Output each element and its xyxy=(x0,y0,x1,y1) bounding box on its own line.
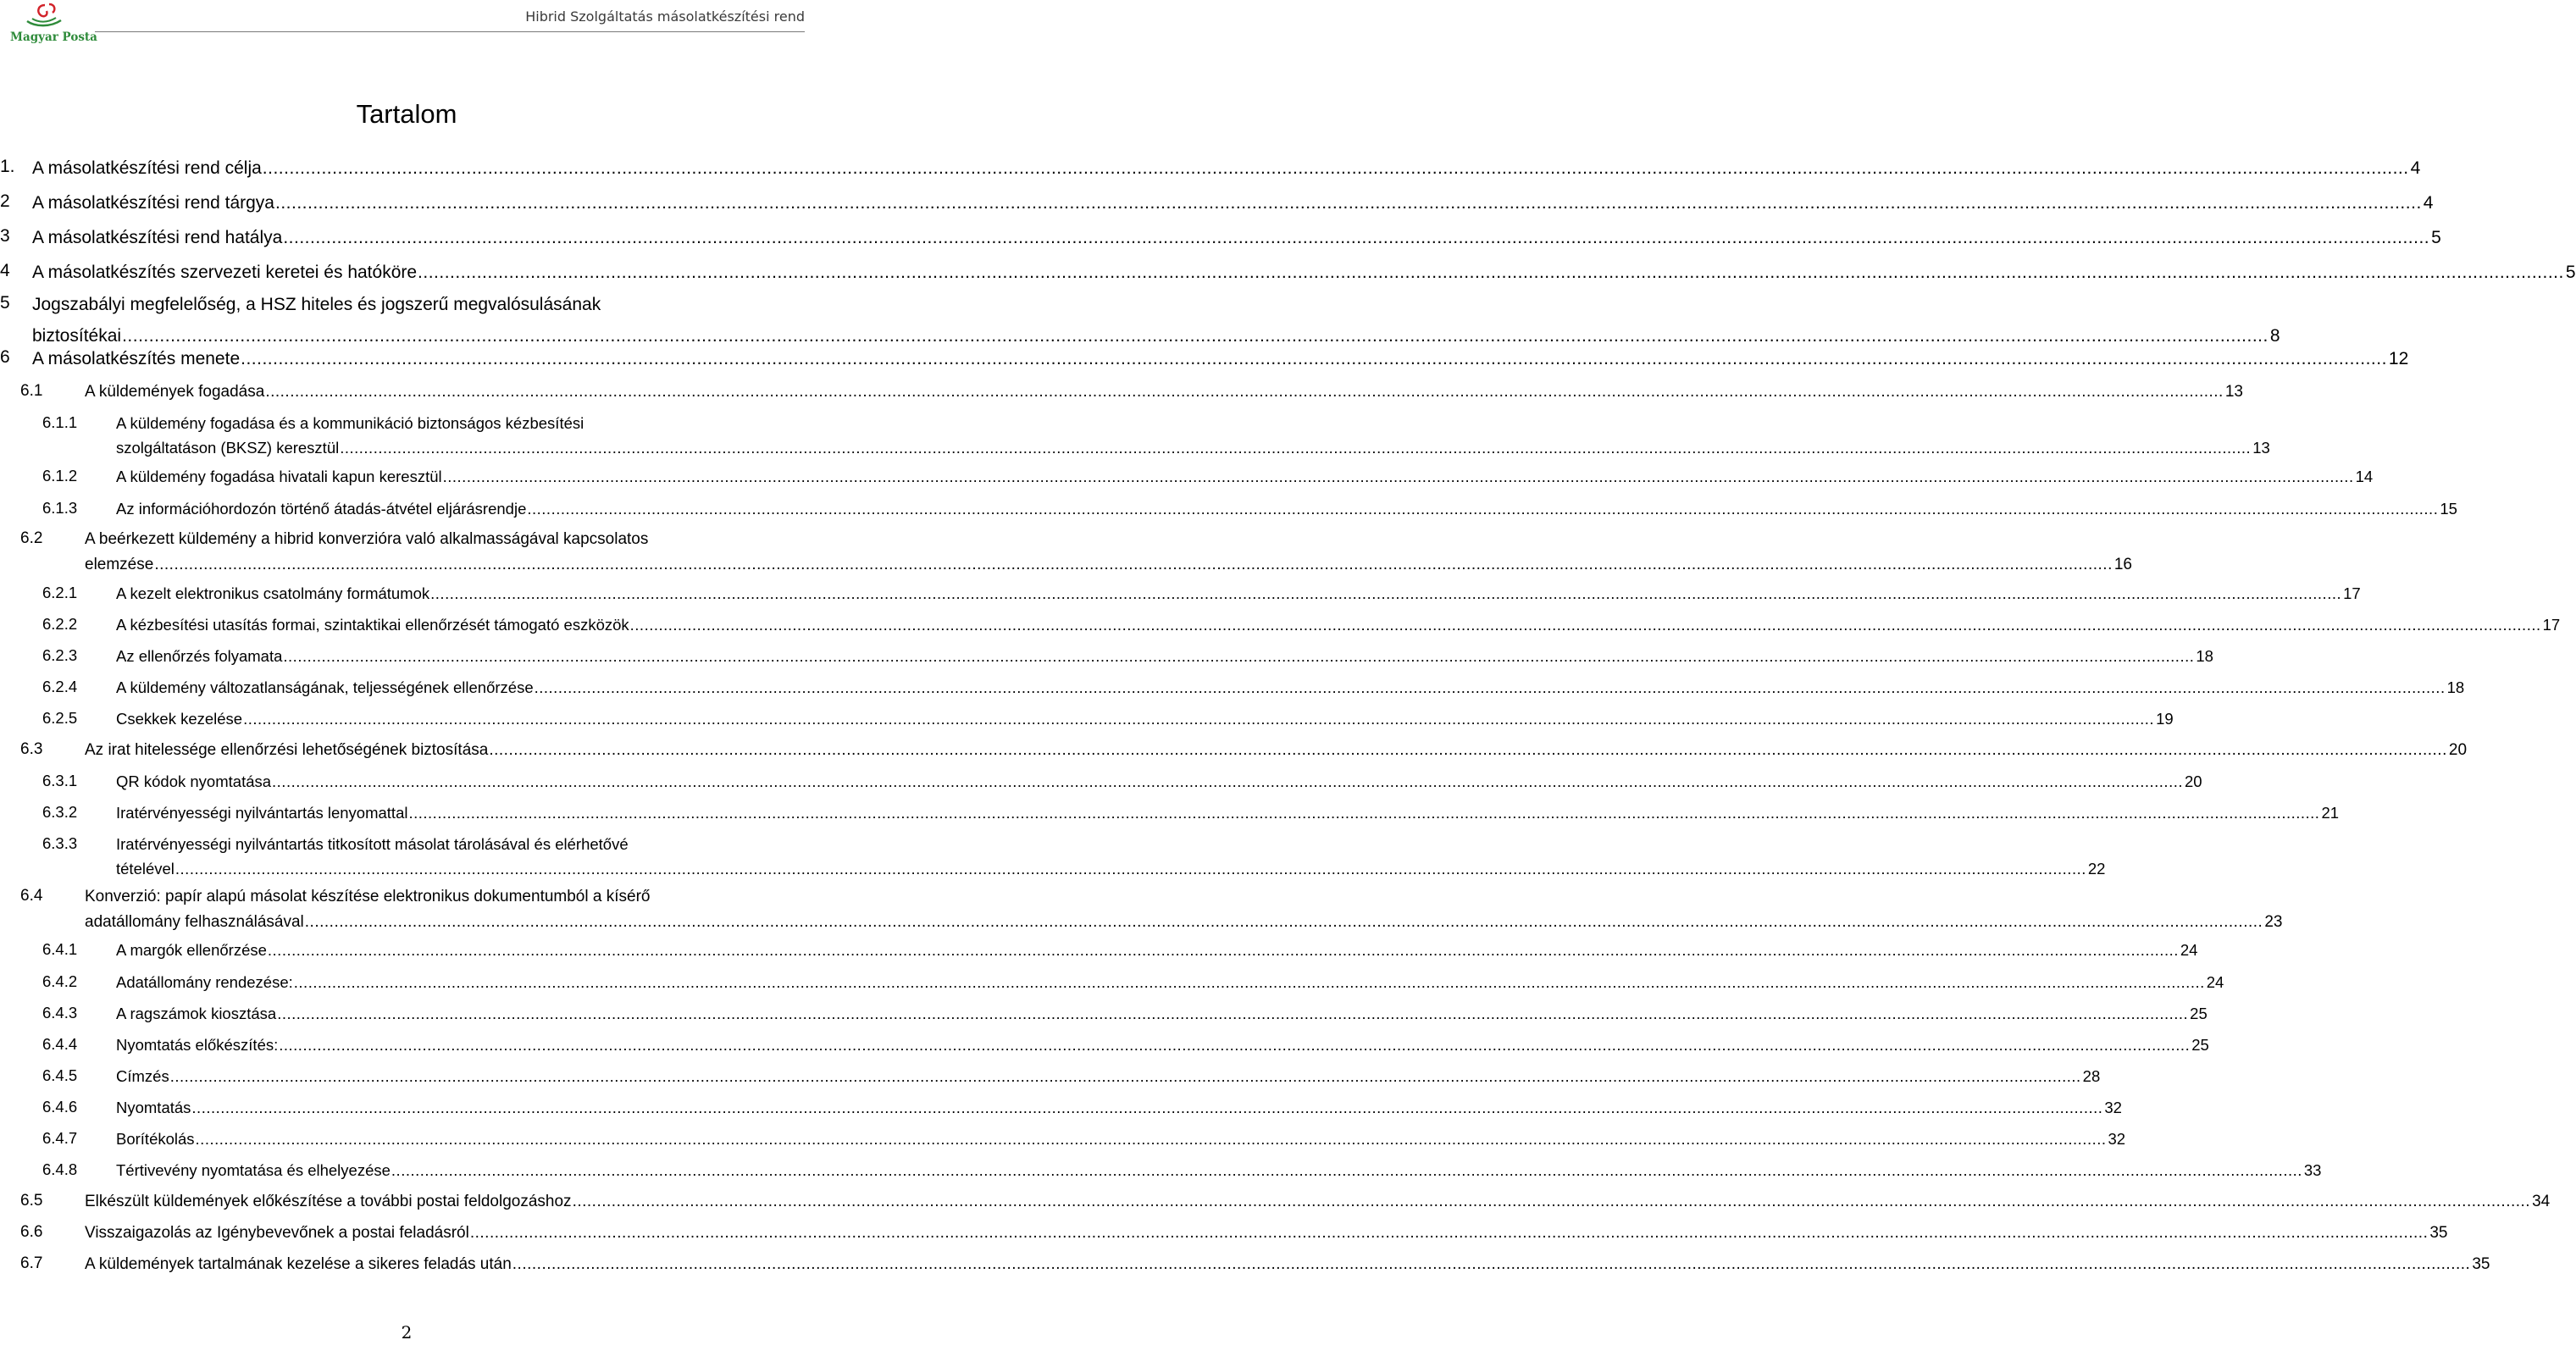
toc-entry-number: 6.3.3 xyxy=(42,834,78,852)
toc-page-number: 24 xyxy=(2180,941,2198,959)
toc-entry-number: 4 xyxy=(0,261,10,280)
toc-page-number: 21 xyxy=(2321,804,2340,822)
toc-dot-leader: ................................................................................................................................................................................................................................................................................................................................................................................................................ xyxy=(267,941,2179,959)
toc-dot-leader: ................................................................................................................................................................................................................................................................................................................................................................................................................ xyxy=(122,326,2269,346)
toc-page-number: 16 xyxy=(2113,555,2132,573)
toc-entry-number: 1. xyxy=(0,157,15,176)
toc-dot-leader: ................................................................................................................................................................................................................................................................................................................................................................................................................ xyxy=(283,228,2430,247)
toc-entry-number: 6.2.5 xyxy=(42,709,78,727)
toc-page-number: 35 xyxy=(2429,1224,2448,1242)
toc-entry-number: 6.4.6 xyxy=(42,1098,78,1116)
document-title: Hibrid Szolgáltatás másolatkészítési rend xyxy=(525,8,805,25)
toc-entry-title: Tértivevény nyomtatása és elhelyezése xyxy=(116,1161,391,1179)
toc-dot-leader: ................................................................................................................................................................................................................................................................................................................................................................................................................ xyxy=(272,772,2183,790)
toc-dot-leader: ................................................................................................................................................................................................................................................................................................................................................................................................................ xyxy=(274,193,2422,213)
toc-dot-leader: ................................................................................................................................................................................................................................................................................................................................................................................................................ xyxy=(527,500,2439,518)
toc-entry-title: Az ellenőrzés folyamata xyxy=(116,647,283,665)
toc-entry[interactable] xyxy=(42,678,2465,698)
toc-dot-leader: ................................................................................................................................................................................................................................................................................................................................................................................................................ xyxy=(279,1036,2191,1054)
toc-page-number: 13 xyxy=(2224,383,2243,401)
toc-entry-title: Címzés xyxy=(116,1067,169,1085)
svg-text:Magyar Posta: Magyar Posta xyxy=(10,30,97,44)
toc-entry-title: Nyomtatás előkészítés: xyxy=(116,1036,279,1054)
toc-entry-title: A másolatkészítési rend hatálya xyxy=(32,228,283,247)
toc-page-number: 24 xyxy=(2206,973,2224,991)
toc-entry-number: 6.1 xyxy=(20,382,43,400)
toc-entry[interactable] xyxy=(42,615,2561,635)
toc-entry-number: 6.4.5 xyxy=(42,1066,78,1084)
toc-entry-title: A küldemény fogadása hivatali kapun keresztül xyxy=(116,468,442,485)
toc-entry[interactable] xyxy=(42,972,2224,993)
toc-entry[interactable] xyxy=(0,226,2441,249)
toc-entry-number: 6.4.1 xyxy=(42,940,78,958)
toc-page-number: 8 xyxy=(2269,326,2280,346)
toc-entry-title: A margók ellenőrzése xyxy=(116,941,267,959)
toc-page-number: 22 xyxy=(2087,859,2106,878)
toc-dot-leader: ................................................................................................................................................................................................................................................................................................................................................................................................................ xyxy=(408,804,2320,822)
toc-page-number: 15 xyxy=(2440,500,2457,518)
toc-dot-leader: ................................................................................................................................................................................................................................................................................................................................................................................................................ xyxy=(241,349,2387,368)
toc-page-number: 25 xyxy=(2191,1036,2209,1054)
toc-entry-title: Nyomtatás xyxy=(116,1099,191,1116)
page-number: 2 xyxy=(401,1322,413,1343)
toc-dot-leader: ................................................................................................................................................................................................................................................................................................................................................................................................................ xyxy=(512,1255,2471,1273)
toc-entry-title: QR kódok nyomtatása xyxy=(116,772,272,790)
toc-entry-number: 6.3.2 xyxy=(42,803,78,821)
toc-entry-title: Elkészült küldemények előkészítése a további postai feldolgozáshoz xyxy=(85,1193,572,1210)
toc-entry[interactable] xyxy=(42,467,2374,487)
toc-entry[interactable] xyxy=(20,1223,2448,1244)
toc-page-number: 4 xyxy=(2410,158,2421,178)
toc-entry[interactable] xyxy=(42,803,2340,823)
toc-entry-number: 6.2.4 xyxy=(42,678,78,695)
toc-entry-number: 6.3 xyxy=(20,740,43,758)
toc-entry-number: 6.5 xyxy=(20,1192,43,1210)
toc-entry-number: 6.4.2 xyxy=(42,972,78,990)
toc-entry-number: 6.7 xyxy=(20,1254,43,1272)
toc-dot-leader: ................................................................................................................................................................................................................................................................................................................................................................................................................ xyxy=(265,383,2224,401)
toc-dot-leader: ................................................................................................................................................................................................................................................................................................................................................................................................................ xyxy=(572,1193,2531,1210)
toc-entry[interactable] xyxy=(42,646,2213,667)
toc-entry[interactable] xyxy=(20,1254,2490,1276)
toc-page-number: 32 xyxy=(2104,1099,2122,1116)
toc-entry-title: biztosítékai xyxy=(32,326,122,346)
toc-dot-leader: ................................................................................................................................................................................................................................................................................................................................................................................................................ xyxy=(430,584,2342,602)
toc-entry-number: 6.1.2 xyxy=(42,467,78,484)
toc-entry-title: Adatállomány rendezése: xyxy=(116,973,293,991)
toc-page-number: 5 xyxy=(2431,228,2441,247)
toc-entry-title: A kezelt elektronikus csatolmány formátumok xyxy=(116,584,430,602)
toc-dot-leader: ................................................................................................................................................................................................................................................................................................................................................................................................................ xyxy=(283,647,2195,665)
toc-page-number: 19 xyxy=(2156,710,2174,728)
toc-dot-leader: ................................................................................................................................................................................................................................................................................................................................................................................................................ xyxy=(442,468,2354,485)
toc-dot-leader: ................................................................................................................................................................................................................................................................................................................................................................................................................ xyxy=(154,555,2113,573)
toc-dot-leader: ................................................................................................................................................................................................................................................................................................................................................................................................................ xyxy=(469,1224,2429,1242)
toc-entry[interactable] xyxy=(42,834,2106,879)
toc-entry[interactable] xyxy=(20,529,2132,575)
toc-entry-number: 6 xyxy=(0,347,10,367)
toc-entry-number: 6.2 xyxy=(20,529,43,547)
toc-entry[interactable] xyxy=(0,191,2434,214)
toc-entry-title: Az irat hitelessége ellenőrzési lehetőségének biztosítása xyxy=(85,741,489,759)
toc-entry-title: A másolatkészítési rend tárgya xyxy=(32,193,274,213)
toc-entry-title: A küldemények tartalmának kezelése a sikeres feladás után xyxy=(85,1255,512,1273)
toc-dot-leader: ................................................................................................................................................................................................................................................................................................................................................................................................................ xyxy=(489,741,2447,759)
toc-entry[interactable] xyxy=(42,413,2270,458)
toc-page-number: 18 xyxy=(2446,678,2465,696)
toc-entry[interactable] xyxy=(0,293,2280,348)
toc-entry-number: 6.3.1 xyxy=(42,772,78,789)
toc-entry-number: 6.1.3 xyxy=(42,499,78,517)
toc-entry-number: 6.4.3 xyxy=(42,1004,78,1022)
toc-entry[interactable] xyxy=(42,772,2202,792)
toc-dot-leader: ................................................................................................................................................................................................................................................................................................................................................................................................................ xyxy=(418,263,2564,282)
toc-page-number: 34 xyxy=(2532,1193,2551,1210)
toc-dot-leader: ................................................................................................................................................................................................................................................................................................................................................................................................................ xyxy=(262,158,2409,178)
toc-entry-number: 6.6 xyxy=(20,1223,43,1241)
toc-entry-number: 5 xyxy=(0,293,10,313)
toc-dot-leader: ................................................................................................................................................................................................................................................................................................................................................................................................................ xyxy=(391,1161,2302,1179)
toc-entry[interactable] xyxy=(42,1004,2208,1024)
toc-entry[interactable] xyxy=(42,940,2198,961)
toc-entry[interactable] xyxy=(20,887,2283,933)
toc-page-number: 33 xyxy=(2303,1161,2322,1179)
toc-page-number: 32 xyxy=(2108,1130,2126,1148)
toc-entry-title: Visszaigazolás az Igénybevevőnek a postai feladásról xyxy=(85,1224,469,1242)
magyar-posta-logo xyxy=(8,2,97,46)
toc-entry[interactable] xyxy=(42,709,2174,729)
toc-dot-leader: ................................................................................................................................................................................................................................................................................................................................................................................................................ xyxy=(169,1067,2081,1085)
toc-entry-title: adatállomány felhasználásával xyxy=(85,912,304,931)
toc-page-number: 23 xyxy=(2264,912,2283,931)
toc-entry[interactable] xyxy=(0,157,2421,180)
toc-entry[interactable] xyxy=(0,261,2576,284)
toc-entry-title: Az információhordozón történő átadás-átvétel eljárásrendje xyxy=(116,500,527,518)
toc-dot-leader: ................................................................................................................................................................................................................................................................................................................................................................................................................ xyxy=(340,438,2252,457)
toc-entry-title: Jogszabályi megfelelőség, a HSZ hiteles és jogszerű megvalósulásának xyxy=(32,295,601,314)
toc-entry[interactable] xyxy=(20,1192,2551,1213)
toc-dot-leader: ................................................................................................................................................................................................................................................................................................................................................................................................................ xyxy=(175,859,2086,878)
toc-dot-leader: ................................................................................................................................................................................................................................................................................................................................................................................................................ xyxy=(304,912,2263,931)
toc-entry-title: Borítékolás xyxy=(116,1130,195,1148)
toc-entry-number: 6.2.1 xyxy=(42,584,78,601)
toc-page-number: 28 xyxy=(2082,1067,2101,1085)
toc-entry-title: A kézbesítési utasítás formai, szintaktikai ellenőrzését támogató eszközök xyxy=(116,616,629,634)
toc-entry[interactable] xyxy=(42,499,2457,519)
toc-page-number: 4 xyxy=(2423,193,2434,213)
toc-entry-title: A másolatkészítés menete xyxy=(32,349,241,368)
toc-entry-number: 6.4.4 xyxy=(42,1035,78,1053)
toc-entry[interactable] xyxy=(20,382,2243,403)
toc-entry-title: A beérkezett küldemény a hibrid konverzióra való alkalmasságával kapcsolatos xyxy=(85,530,649,548)
toc-entry-number: 6.4.7 xyxy=(42,1129,78,1147)
toc-dot-leader: ................................................................................................................................................................................................................................................................................................................................................................................................................ xyxy=(277,1005,2189,1022)
toc-entry-title: A másolatkészítési rend célja xyxy=(32,158,262,178)
toc-dot-leader: ................................................................................................................................................................................................................................................................................................................................................................................................................ xyxy=(243,710,2155,728)
toc-page-number: 12 xyxy=(2388,349,2409,368)
toc-entry-number: 6.2.2 xyxy=(42,615,78,633)
toc-entry-title: Csekkek kezelése xyxy=(116,710,243,728)
toc-page-number: 20 xyxy=(2448,741,2468,759)
toc-dot-leader: ................................................................................................................................................................................................................................................................................................................................................................................................................ xyxy=(629,616,2541,634)
header-divider xyxy=(95,31,805,32)
toc-entry-number: 6.4 xyxy=(20,887,43,905)
toc-dot-leader: ................................................................................................................................................................................................................................................................................................................................................................................................................ xyxy=(293,973,2205,991)
toc-entry-title: A küldemények fogadása xyxy=(85,383,265,401)
toc-page-number: 18 xyxy=(2196,647,2213,665)
page-header xyxy=(0,0,813,51)
toc-entry-number: 6.2.3 xyxy=(42,646,78,664)
toc-page-number: 17 xyxy=(2542,616,2561,634)
toc-entry-title: A küldemény fogadása és a kommunikáció biztonságos kézbesítési xyxy=(116,414,584,432)
toc-entry-number: 6.1.1 xyxy=(42,413,78,431)
toc-page-number: 14 xyxy=(2355,468,2374,485)
toc-entry-title: Konverzió: papír alapú másolat készítése elektronikus dokumentumból a kísérő xyxy=(85,888,651,905)
toc-dot-leader: ................................................................................................................................................................................................................................................................................................................................................................................................................ xyxy=(191,1099,2103,1116)
toc-entry-title: szolgáltatáson (BKSZ) keresztül xyxy=(116,438,340,457)
toc-entry[interactable] xyxy=(42,584,2361,604)
toc-page-number: 17 xyxy=(2343,584,2361,602)
toc-page-number: 25 xyxy=(2190,1005,2208,1022)
toc-entry[interactable] xyxy=(42,1160,2322,1181)
toc-page-number: 13 xyxy=(2252,438,2270,457)
toc-page-number: 35 xyxy=(2472,1255,2490,1273)
toc-entry[interactable] xyxy=(20,740,2468,761)
toc-page-number: 5 xyxy=(2565,263,2576,282)
toc-dot-leader: ................................................................................................................................................................................................................................................................................................................................................................................................................ xyxy=(195,1130,2107,1148)
toc-entry[interactable] xyxy=(42,1129,2126,1149)
toc-entry[interactable] xyxy=(42,1098,2122,1118)
toc-entry-number: 3 xyxy=(0,226,10,246)
toc-dot-leader: ................................................................................................................................................................................................................................................................................................................................................................................................................ xyxy=(534,678,2446,696)
toc-entry-title: A ragszámok kiosztása xyxy=(116,1005,277,1022)
toc-entry-title: tételével xyxy=(116,859,175,878)
toc-page-number: 20 xyxy=(2185,772,2202,790)
toc-entry-number: 2 xyxy=(0,191,10,211)
toc-entry-title: A küldemény változatlanságának, teljességének ellenőrzése xyxy=(116,678,534,696)
toc-entry-title: elemzése xyxy=(85,555,154,573)
toc-entry[interactable] xyxy=(42,1035,2209,1055)
toc-entry-title: Iratérvényességi nyilvántartás lenyomattal xyxy=(116,804,408,822)
toc-entry-title: Iratérvényességi nyilvántartás titkosított másolat tárolásával és elérhetővé xyxy=(116,835,629,853)
toc-heading: Tartalom xyxy=(356,99,457,129)
toc-entry-title: A másolatkészítés szervezeti keretei és hatóköre xyxy=(32,263,418,282)
toc-entry-number: 6.4.8 xyxy=(42,1160,78,1178)
toc-entry[interactable] xyxy=(42,1066,2101,1087)
toc-entry[interactable] xyxy=(0,347,2409,370)
